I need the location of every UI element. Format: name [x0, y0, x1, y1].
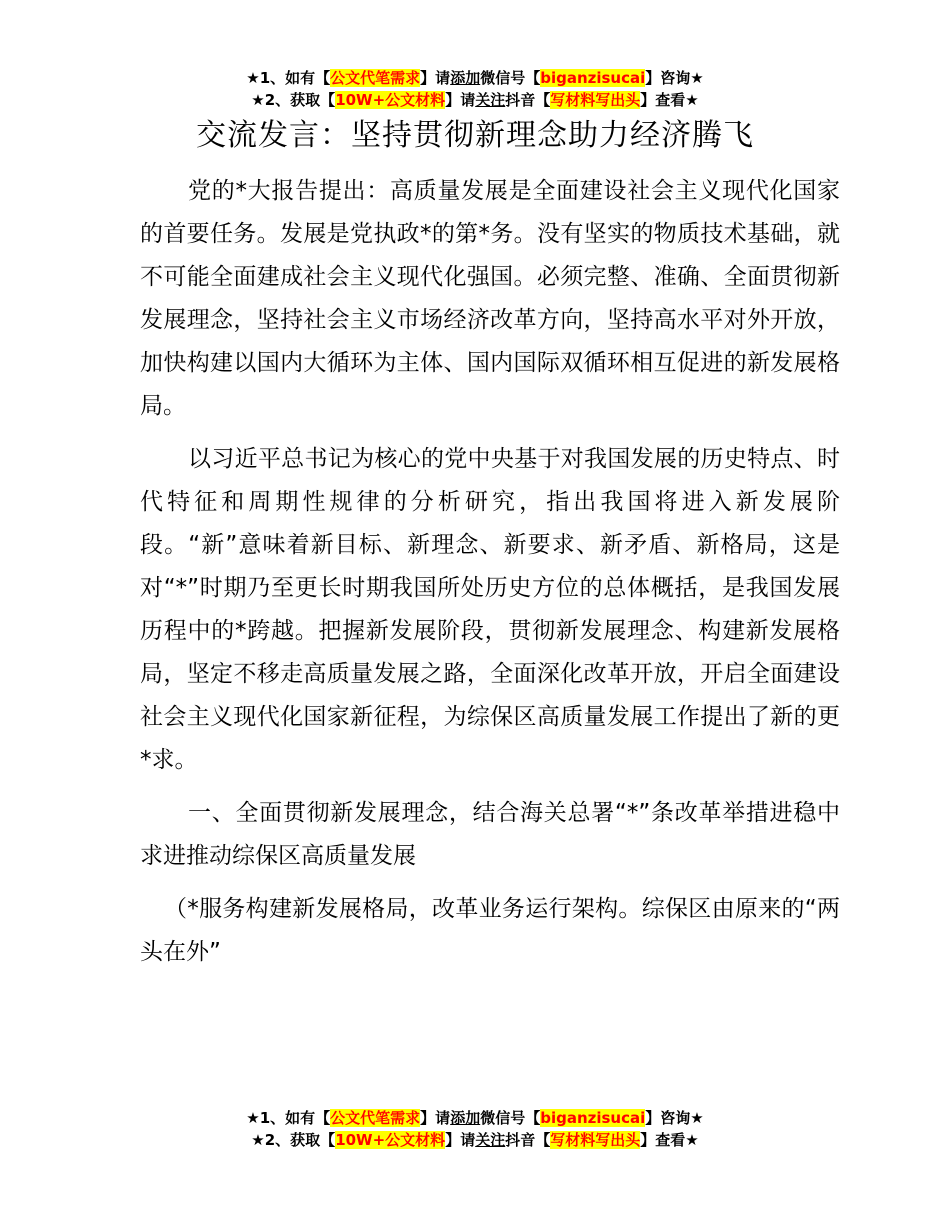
paragraph-3: 一、全面贯彻新发展理念，结合海关总署“*”条改革举措进稳中求进推动综保区高质量发展: [140, 800, 840, 869]
banner-underlined-text: 添加: [450, 69, 481, 87]
banner-text: 】请: [420, 69, 451, 87]
banner-text: 】咨询★: [645, 69, 704, 87]
banner-line-1: [0, 67, 950, 89]
banner-line-1: [0, 1107, 950, 1129]
banner-text: 微信号【: [480, 1109, 541, 1127]
banner-highlight: biganzisucai: [540, 69, 646, 87]
paragraph-2: 以习近平总书记为核心的党中央基于对我国发展的历史特点、时代特征和周期性规律的分析研究，指出我国将进入新发展阶段。“新”意味着新目标、新理念、新要求、新矛盾、新格局，这是对“*”时期乃至更长时期我国所处历史方位的总体概括，是我国发展历程中的*跨越。把握新发展阶段，贯彻新发展理念、构建新发展格局，坚定不移走高质量发展之路，全面深化改革开放，开启全面建设社会主义现代化国家新征程，为综保区高质量发展工作提出了新的更*求。: [140, 446, 840, 773]
banner-highlight: 写材料写出头: [550, 1131, 641, 1149]
banner-highlight: 10W+公文材料: [335, 1131, 446, 1149]
document-title: 交流发言：坚持贯彻新理念助力经济腾飞: [196, 118, 754, 153]
header-banner: [0, 67, 950, 111]
banner-text: 】咨询★: [645, 1109, 704, 1127]
paragraph-4: （*服务构建新发展格局，改革业务运行架构。综保区由原来的“两头在外”: [140, 896, 840, 965]
banner-text: ★2、获取【: [251, 1131, 336, 1149]
banner-line-2: [0, 89, 950, 111]
paragraph-1: 党的*大报告提出：高质量发展是全面建设社会主义现代化国家的首要任务。发展是党执政*的第*务。没有坚实的物质技术基础，就不可能全面建成社会主义现代化强国。必须完整、准确、全面贯彻新发展理念，坚持社会主义市场经济改革方向，坚持高水平对外开放，加快构建以国内大循环为主体、国内国际双循环相互促进的新发展格局。: [140, 178, 840, 419]
banner-underlined-text: 关注: [475, 91, 506, 109]
banner-highlight: 写材料写出头: [550, 91, 641, 109]
banner-text: 】请: [445, 91, 476, 109]
banner-underlined-text: 添加: [450, 1109, 481, 1127]
banner-text: 】查看★: [640, 1131, 699, 1149]
banner-text: 】请: [420, 1109, 451, 1127]
banner-highlight: 公文代笔需求: [330, 1109, 421, 1127]
document-body: [140, 170, 840, 984]
footer-banner: [0, 1107, 950, 1151]
banner-text: ★2、获取【: [251, 91, 336, 109]
banner-text: ★1、如有【: [246, 1109, 331, 1127]
banner-text: ★1、如有【: [246, 69, 331, 87]
banner-text: 抖音【: [505, 91, 551, 109]
banner-text: 抖音【: [505, 1131, 551, 1149]
banner-line-2: [0, 1129, 950, 1151]
banner-text: 】请: [445, 1131, 476, 1149]
banner-text: 微信号【: [480, 69, 541, 87]
banner-highlight: 公文代笔需求: [330, 69, 421, 87]
banner-highlight: 10W+公文材料: [335, 91, 446, 109]
banner-highlight: biganzisucai: [540, 1109, 646, 1127]
banner-text: 】查看★: [640, 91, 699, 109]
banner-underlined-text: 关注: [475, 1131, 506, 1149]
